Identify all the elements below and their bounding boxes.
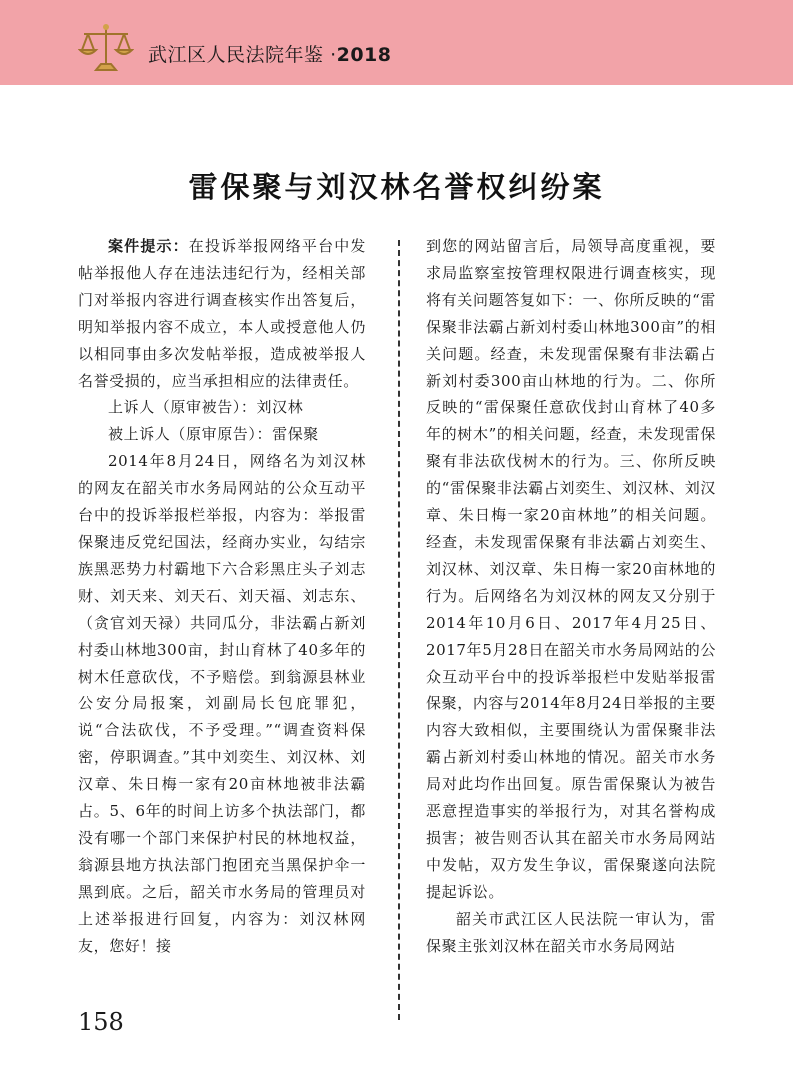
case-summary-text: 在投诉举报网络平台中发帖举报他人存在违法违纪行为，经相关部门对举报内容进行调查核实作出答复后，明知举报内容不成立，本人或授意他人仍以相同事由多次发帖举报，造成被举报人名誉受损的，应当承担相应的法律责任。 <box>78 237 366 390</box>
yearbook-name: 武江区人民法院年鉴 <box>148 44 324 66</box>
header-band <box>0 0 793 85</box>
column-divider <box>398 240 400 1020</box>
appellee-line: 被上诉人（原审原告）：雷保聚 <box>108 425 319 444</box>
first-instance-paragraph: 韶关市武江区人民法院一审认为，雷保聚主张刘汉林在韶关市水务局网站 <box>426 909 716 955</box>
case-summary-paragraph <box>78 233 366 394</box>
facts-paragraph: 2014年8月24日，网络名为刘汉林的网友在韶关市水务局网站的公众互动平台中的投诉举报栏举报，内容为：举报雷保聚违反党纪国法，经商办实业，勾结宗族黑恶势力村霸地下六合彩黑庄头子刘志财、刘天来、刘天石、刘天福、刘志东、（贪官刘天禄）共同瓜分，非法霸占新刘村委山林地300亩，封山育林了40多年的树木任意砍伐，不予赔偿。到翁源县林业公安分局报案，刘副局长包庇罪犯，说“合法砍伐，不予受理。”“调查资料保密，停职调查。”其中刘奕生、刘汉林、刘汉章、朱日梅一家有20亩林地被非法霸占。5、6年的时间上访多个执法部门，都没有哪一个部门来保护村民的林地权益，翁源县地方执法部门抱团充当黑保护伞一黑到底。之后，韶关市水务局的管理员对上述举报进行回复，内容为：刘汉林网友，您好！接 <box>78 452 366 955</box>
yearbook-year: 2018 <box>336 44 392 66</box>
scales-of-justice-icon <box>78 20 134 76</box>
left-column <box>78 233 366 959</box>
appellant-line: 上诉人（原审被告）：刘汉林 <box>108 398 304 417</box>
title-separator: · <box>330 44 337 66</box>
case-summary-label: 案件提示： <box>108 237 189 255</box>
yearbook-header-title <box>148 40 392 67</box>
article-title: 雷保聚与刘汉林名誉权纠纷案 <box>188 170 605 205</box>
facts-paragraph-continued: 到您的网站留言后，局领导高度重视，要求局监察室按管理权限进行调查核实，现将有关问题答复如下：一、你所反映的“雷保聚非法霸占新刘村委山林地300亩”的相关问题。经查，未发现雷保聚有非法霸占新刘村委300亩山林地的行为。二、你所反映的“雷保聚任意砍伐封山育林了40多年的树木”的相关问题，经查，未发现雷保聚有非法砍伐树木的行为。三、你所反映的“雷保聚非法霸占刘奕生、刘汉林、刘汉章、朱日梅一家20亩林地”的相关问题。经查，未发现雷保聚有非法霸占刘奕生、刘汉林、刘汉章、朱日梅一家20亩林地的行为。后网络名为刘汉林的网友又分别于2014年10月6日、2017年4月25日、2017年5月28日在韶关市水务局网站的公众互动平台中的投诉举报栏中发贴举报雷保聚，内容与2014年8月24日举报的主要内容大致相似，主要围绕认为雷保聚非法霸占新刘村委山林地的情况。韶关市水务局对此均作出回复。原告雷保聚认为被告恶意捏造事实的举报行为，对其名誉构成损害；被告则否认其在韶关市水务局网站中发帖，双方发生争议，雷保聚遂向法院提起诉讼。 <box>426 237 716 901</box>
page-number: 158 <box>78 1008 124 1036</box>
right-column <box>426 233 716 959</box>
